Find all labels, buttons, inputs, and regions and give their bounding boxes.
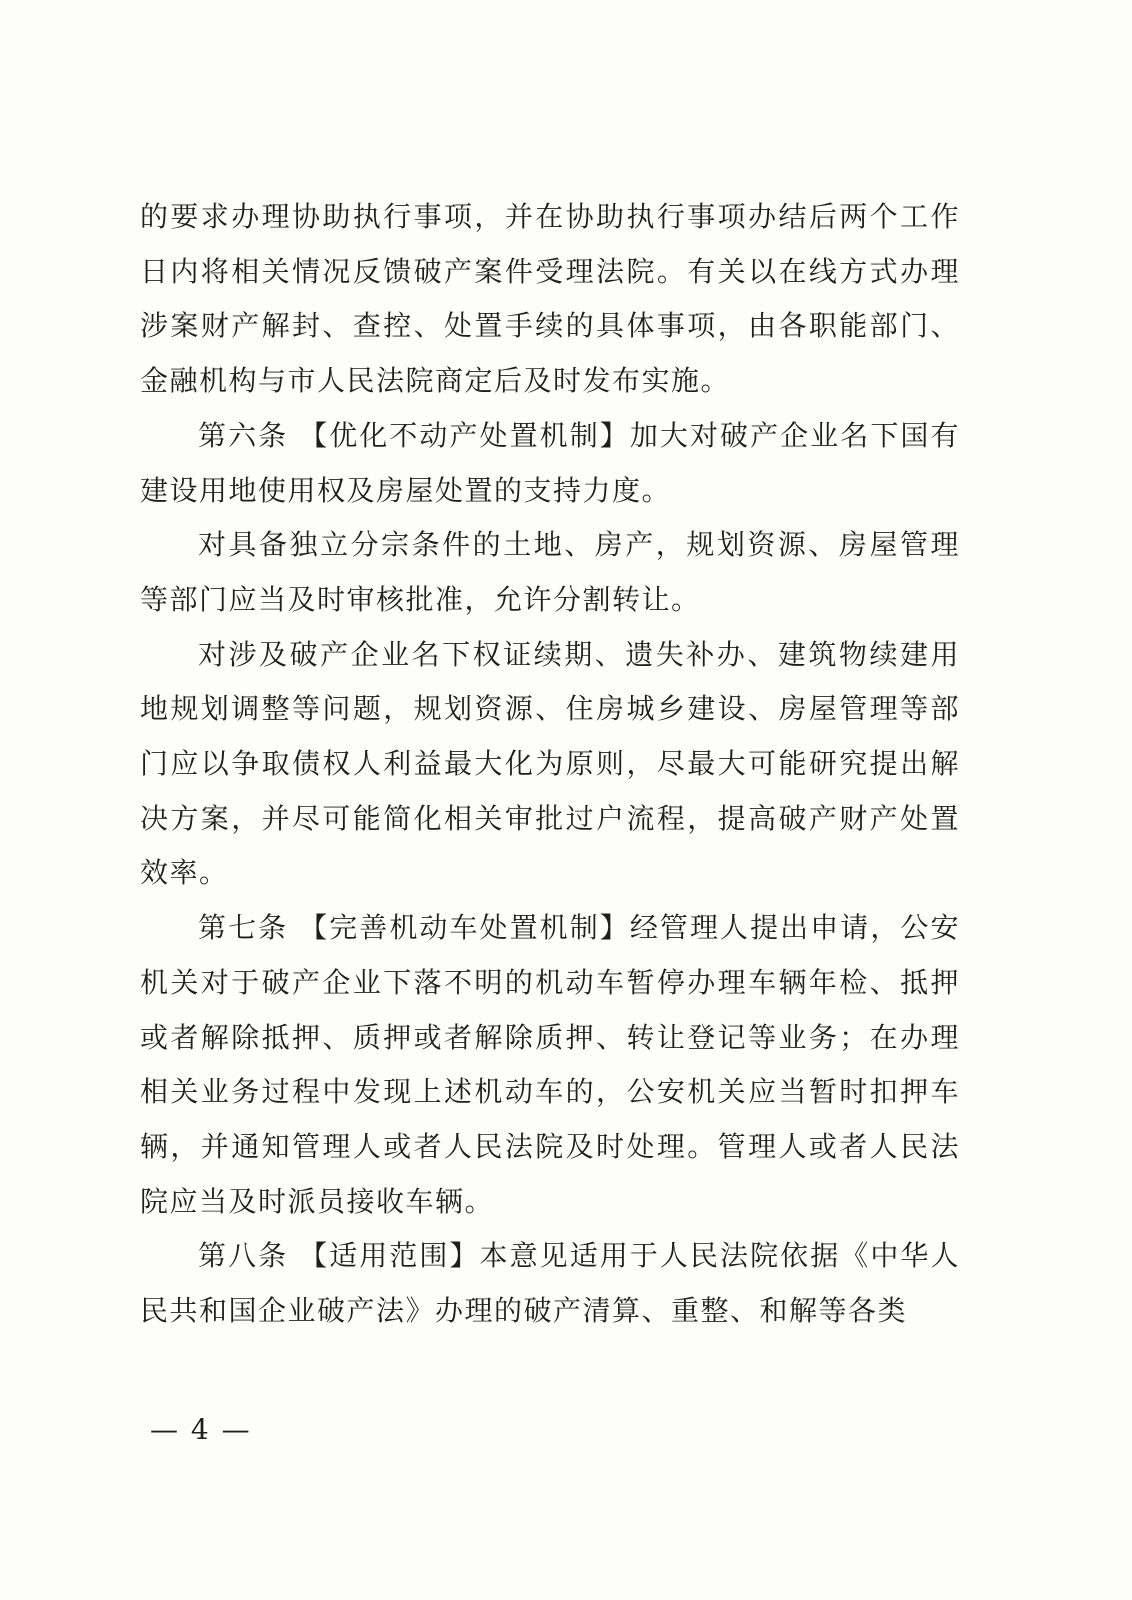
document-body <box>140 190 960 1339</box>
paragraph-article-6: 第六条 【优化不动产处置机制】加大对破产企业名下国有建设用地使用权及房屋处置的支持力度。 <box>140 418 960 507</box>
page-number: — 4 — <box>150 1413 252 1446</box>
paragraph-article-8: 第八条 【适用范围】本意见适用于人民法院依据《中华人民共和国企业破产法》办理的破产清算、重整、和解等各类 <box>140 1239 960 1328</box>
paragraph-continuation: 的要求办理协助执行事项，并在协助执行事项办结后两个工作日内将相关情况反馈破产案件受理法院。有关以在线方式办理涉案财产解封、查控、处置手续的具体事项，由各职能部门、金融机构与市人民法院商定后及时发布实施。 <box>140 200 960 398</box>
paragraph-article-7: 第七条 【完善机动车处置机制】经管理人提出申请，公安机关对于破产企业下落不明的机动车暂停办理车辆年检、抵押或者解除抵押、质押或者解除质押、转让登记等业务；在办理相关业务过程中发现上述机动车的，公安机关应当暂时扣押车辆，并通知管理人或者人民法院及时处理。管理人或者人民法院应当及时派员接收车辆。 <box>140 911 960 1218</box>
paragraph-certificate-issues: 对涉及破产企业名下权证续期、遗失补办、建筑物续建用地规划调整等问题，规划资源、住房城乡建设、房屋管理等部门应以争取债权人利益最大化为原则，尽最大可能研究提出解决方案，并尽可能简化相关审批过户流程，提高破产财产处置效率。 <box>140 637 960 890</box>
paragraph-land-division: 对具备独立分宗条件的土地、房产，规划资源、房屋管理等部门应当及时审核批准，允许分割转让。 <box>140 528 960 616</box>
